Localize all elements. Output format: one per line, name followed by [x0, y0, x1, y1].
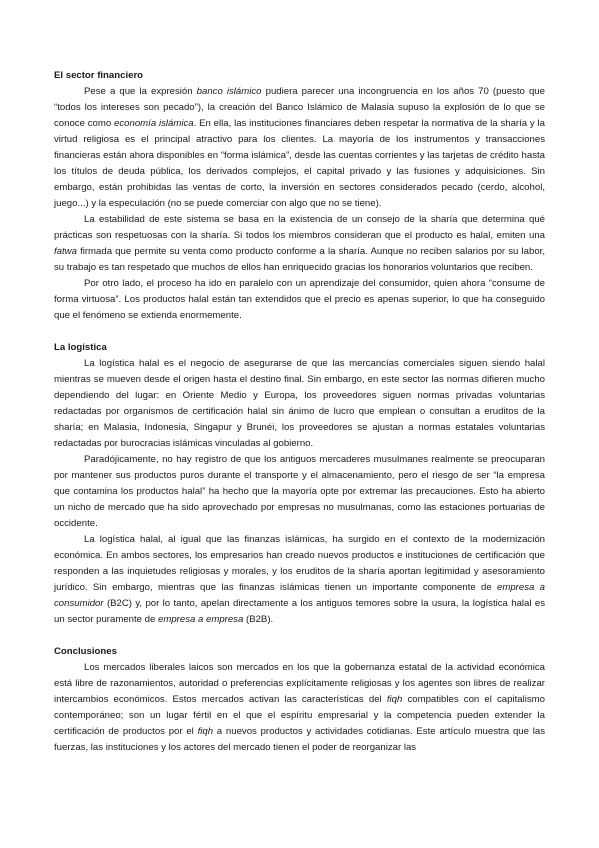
body-paragraph [54, 356, 545, 452]
italic-term: economía islámica [114, 118, 194, 129]
text-run: Por otro lado, el proceso ha ido en paralelo con un aprendizaje del consumidor, quien ahora “consume de forma virtuosa”. Los productos halal están tan extendidos que el precio es apenas superior, lo que ha conseguido que el fenómeno se extienda enormemente. [54, 278, 545, 321]
section-spacer [54, 324, 545, 340]
text-run: a nuevos productos y actividades cotidianas. Este artículo muestra que las fuerzas, las instituciones y los actores del mercado tienen el poder de reorganizar las [54, 726, 546, 753]
body-paragraph [54, 212, 545, 276]
text-run: Pese a que la expresión [84, 86, 197, 97]
section-spacer [54, 628, 545, 644]
italic-term: banco islámico [196, 86, 262, 97]
text-run: La estabilidad de este sistema se basa en la existencia de un consejo de la sharía que determina qué prácticas son respetuosas con la sharía. Si todos los miembros consideran que el producto es halal, emiten una [54, 214, 545, 241]
italic-term: fatwa [54, 246, 77, 257]
text-run: Los mercados liberales laicos son mercados en los que la gobernanza estatal de la actividad económica está libre de razonamientos, autoridad o preferencias explícitamente religiosas y los agentes son libres de realizar intercambios económicos. Estos mercados activan las características del [54, 662, 545, 705]
text-run: firmada que permite su venta como producto conforme a la sharía. Aunque no reciben salarios por su labor, su trabajo es tan respetado que muchos de ellos han enriquecido gracias los honorarios voluntarios que reciben. [54, 246, 545, 273]
text-run: La logística halal, al igual que las finanzas islámicas, ha surgido en el contexto de la modernización económica. En ambos sectores, los empresarios han creado nuevos productos e instituciones de certificación que responden a las inquietudes religiosas y morales, y los eruditos de la sharía aportan legitimidad y asesoramiento jurídico. Sin embargo, mientras que las finanzas islámicas tienen un importante componente de [54, 534, 545, 593]
text-run: pudiera parecer una incongruencia en los años 70 (puesto que “todos los intereses son pecado”), la creación del Banco Islámico de Malasia supuso la explosión de lo que se conoce como [54, 86, 545, 129]
section-heading: Conclusiones [54, 646, 117, 657]
body-paragraph [54, 452, 545, 532]
body-paragraph [54, 532, 545, 628]
italic-term: empresa a empresa [158, 614, 244, 625]
text-run: La logística halal es el negocio de asegurarse de que las mercancías comerciales siguen siendo halal mientras se mueven desde el origen hasta el destino final. Sin embargo, en este sector las normas difieren mucho dependiendo del lugar: en Oriente Medio y Europa, los proveedores siguen normas privadas voluntarias redactadas por organismos de certificación halal sin ánimo de lucro que emplean o consultan a eruditos de la sharía; en Malasia, Indonesia, Singapur y Brunéi, los proveedores se ajustan a normas estatales voluntarias redactadas por burocracias islámicas vinculadas al gobierno. [54, 358, 545, 449]
text-run: compatibles con el capitalismo contemporáneo; son un lugar fértil en el que el espíritu empresarial y la competencia pueden extender la certificación de productos por el [54, 694, 545, 737]
italic-term: empresa a consumidor [54, 582, 545, 609]
document-body [54, 68, 545, 756]
text-run: Paradójicamente, no hay registro de que los antiguos mercaderes musulmanes realmente se preocuparan por mantener sus productos puros durante el transporte y el almacenamiento, pero el riesgo de ser “la empresa que contamina los productos halal” ha hecho que la mayoría opte por extremar las precauciones. Esto ha abierto un nicho de mercado que ha sido aprovechado por empresas no musulmanas, como las estaciones portuarias de occidente. [54, 454, 545, 529]
italic-term: fiqh [197, 726, 214, 737]
section-heading: El sector financiero [54, 70, 144, 81]
text-run: (B2C) y, por lo tanto, apelan directamente a los antiguos temores sobre la usura, la logística halal es un sector puramente de [54, 598, 545, 625]
text-run: . En ella, las instituciones financiares deben respetar la normativa de la sharía y la virtud religiosa es el principal atractivo para los clientes. La mayoría de los instrumentos y transacciones financieras están ahora disponibles en “forma islámica”, desde las cuentas corrientes y las tarjetas de crédito hasta los títulos de deuda pública, los derivados complejos, el capital privado y las fusiones y adquisiciones. Sin embargo, están prohibidas las ventas de corto, la inversión en sectores considerados pecado (cerdo, alcohol, juego...) y la especulación (no se puede comerciar con algo que no se tiene). [54, 118, 546, 209]
italic-term: fiqh [386, 694, 403, 705]
body-paragraph [54, 84, 545, 212]
section-heading: La logística [54, 342, 107, 353]
body-paragraph [54, 276, 545, 324]
body-paragraph [54, 660, 545, 756]
text-run: (B2B). [243, 614, 274, 625]
